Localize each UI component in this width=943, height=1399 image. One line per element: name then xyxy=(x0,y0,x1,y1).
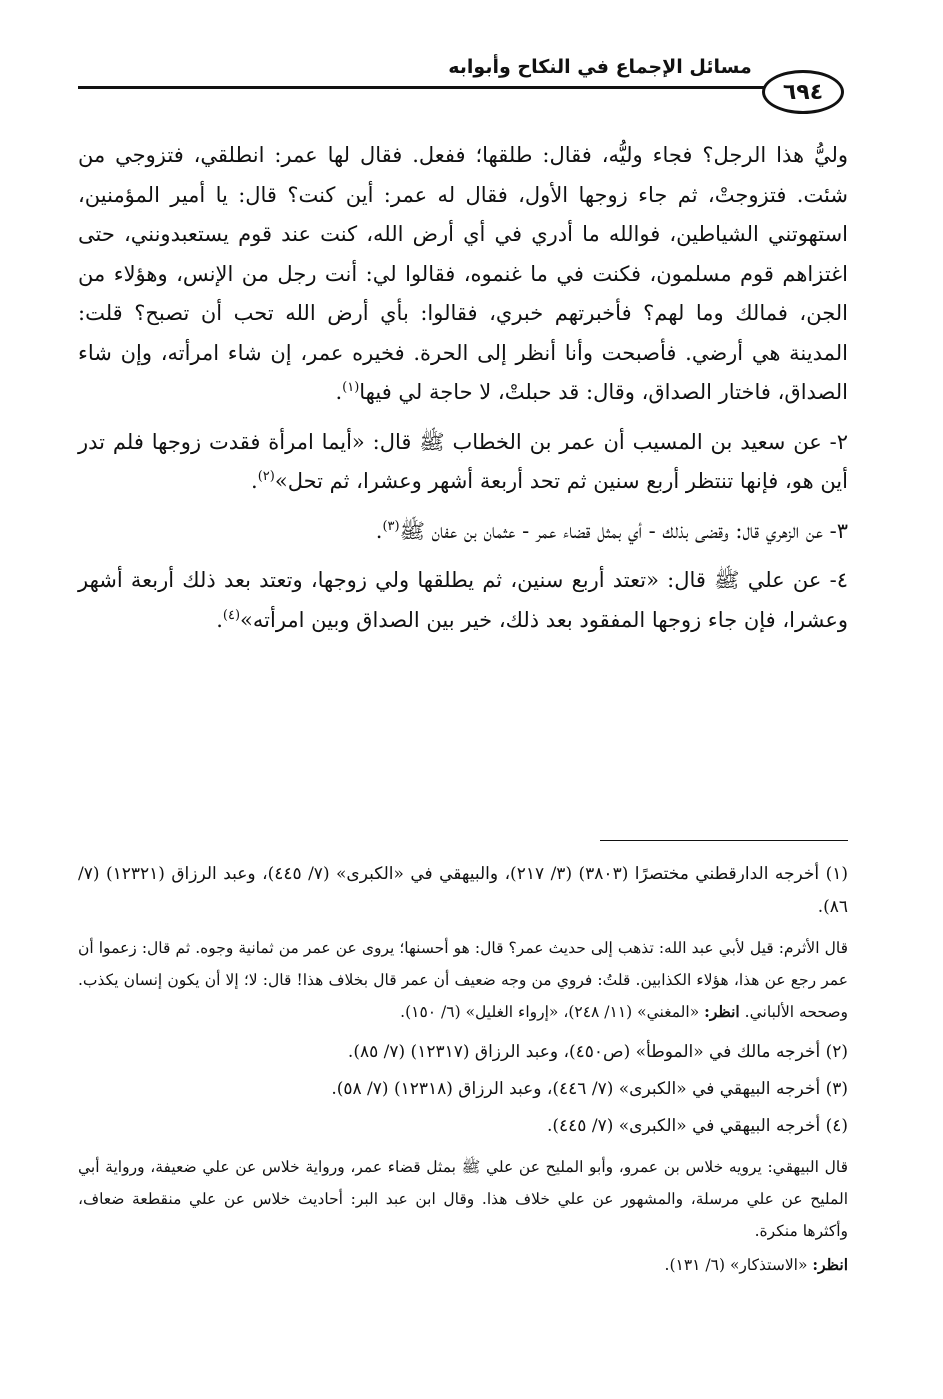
end-mark: . xyxy=(375,518,383,543)
footnote-ref-4[interactable]: (٤) xyxy=(222,607,241,623)
main-text xyxy=(78,136,848,640)
item-4-text: ٤- عن علي ﷺ قال: «تعتد أربع سنين، ثم يطلقها ولي زوجها، وتعتد بعد ذلك أربعة أشهر وعشرا، فإن جاء زوجها المفقود بعد ذلك، خير بين الصداق وبين امرأته» xyxy=(78,568,848,632)
footnote-4-commentary: قال البيهقي: يرويه خلاس بن عمرو، وأبو المليح عن علي ﷺ بمثل قضاء عمر، ورواية خلاس عن علي ضعيفة، ورواية أبي المليح عن علي مرسلة، والمشهور عن علي خلاف هذا. وقال ابن عبد البر: أحاديث خلاس عن علي منقطعة ضعاف، وأكثرها منكرة. xyxy=(78,1158,848,1240)
item-3 xyxy=(78,512,848,552)
item-4 xyxy=(78,561,848,640)
footnote-4: (٤) أخرجه البيهقي في «الكبرى» (٧/ ٤٤٥). xyxy=(546,1116,848,1136)
footnotes xyxy=(78,854,848,1281)
see-label: انظر: xyxy=(812,1255,848,1274)
footnote-2: (٢) أخرجه مالك في «الموطأ» (ص٤٥٠)، وعبد الرزاق (١٢٣١٧) (٧/ ٨٥). xyxy=(347,1042,848,1062)
footnote-1-commentary xyxy=(78,932,848,1028)
footnote-1-see-refs: «المغني» (١١/ ٢٤٨)، «إرواء الغليل» (٦/ ١٥٠). xyxy=(400,1003,700,1021)
footnote-ref-3[interactable]: (٣) xyxy=(382,518,400,534)
footnote-1: (١) أخرجه الدارقطني مختصرًا (٣٨٠٣) (٣/ ٢١٧)، والبيهقي في «الكبرى» (٧/ ٤٤٥)، وعبد الرزاق (١٢٣٢١) (٧/ ٨٦). xyxy=(78,864,848,917)
end-mark: . xyxy=(251,469,258,493)
running-title: مسائل الإجماع في النكاح وأبوابه xyxy=(448,56,752,78)
footnote-3: (٣) أخرجه البيهقي في «الكبرى» (٧/ ٤٤٦)، وعبد الرزاق (١٢٣١٨) (٧/ ٥٨). xyxy=(331,1079,848,1099)
item-2-text: ٢- عن سعيد بن المسيب أن عمر بن الخطاب ﷺ قال: «أيما امرأة فقدت زوجها فلم تدر أين هو، فإنها تنتظر أربع سنين ثم تحد أربعة أشهر وعشرا، ثم تحل» xyxy=(78,429,848,493)
paragraph-intro xyxy=(78,136,848,413)
end-mark: . xyxy=(216,607,223,632)
item-2 xyxy=(78,423,848,502)
footnote-4-see xyxy=(78,1249,848,1281)
footnote-ref-2[interactable]: (٢) xyxy=(257,469,275,484)
paragraph-intro-text: وليُّ هذا الرجل؟ فجاء وليُّه، فقال: طلقها؛ ففعل. فقال لها عمر: انطلقي، فتزوجي من شئت. فتزوجتْ، ثم جاء زوجها الأول، فقال له عمر: أين كنت؟ قال: يا أمير المؤمنين، استهوتني الشياطين، فوالله ما أدري في أي أرض الله، كنت عند قوم يستعبدونني، حتى اغتزاهم قوم مسلمون، فكنت في ما غنموه، فقالوا لي: أنت رجل من الإنس، وهؤلاء من الجن، فمالك وما لهم؟ فأخبرتهم خبري، فقالوا: بأي أرض الله تحب أن تصبح؟ قلت: المدينة هي أرضي. فأصبحت وأنا أنظر إلى الحرة. فخيره عمر، إن شاء امرأته، وإن شاء الصداق، فاختار الصداق، وقال: قد حبلتْ، لا حاجة لي فيها xyxy=(78,143,848,404)
footnote-4-see-refs: «الاستذكار» (٦/ ١٣١). xyxy=(664,1256,808,1274)
footnote-ref-1[interactable]: (١) xyxy=(342,380,360,395)
footnote-separator xyxy=(600,840,848,841)
end-mark: . xyxy=(335,380,343,404)
item-3-text: ٣- عن الزهري قال: وقضى بذلك - أي بمثل قضاء عمر - عثمان بن عفان ﷺ xyxy=(399,518,848,543)
page-number: ٦٩٤ xyxy=(782,79,824,105)
header-rule xyxy=(78,86,790,89)
footnote-1-commentary-text: قال الأثرم: قيل لأبي عبد الله: تذهب إلى حديث عمر؟ قال: هو أحسنها؛ يروى عن عمر من ثمانية وجوه. ثم قال: زعموا أن عمر رجع عن هذا، هؤلاء الكذابين. قلتُ: فروي من وجه ضعيف أن عمر قال بخلاف هذا! قال: لا؛ إلا أن يكون إنسان يكذب. وصححه الألباني. xyxy=(78,939,848,1021)
page-number-badge xyxy=(762,70,844,114)
see-label: انظر: xyxy=(704,1002,740,1021)
